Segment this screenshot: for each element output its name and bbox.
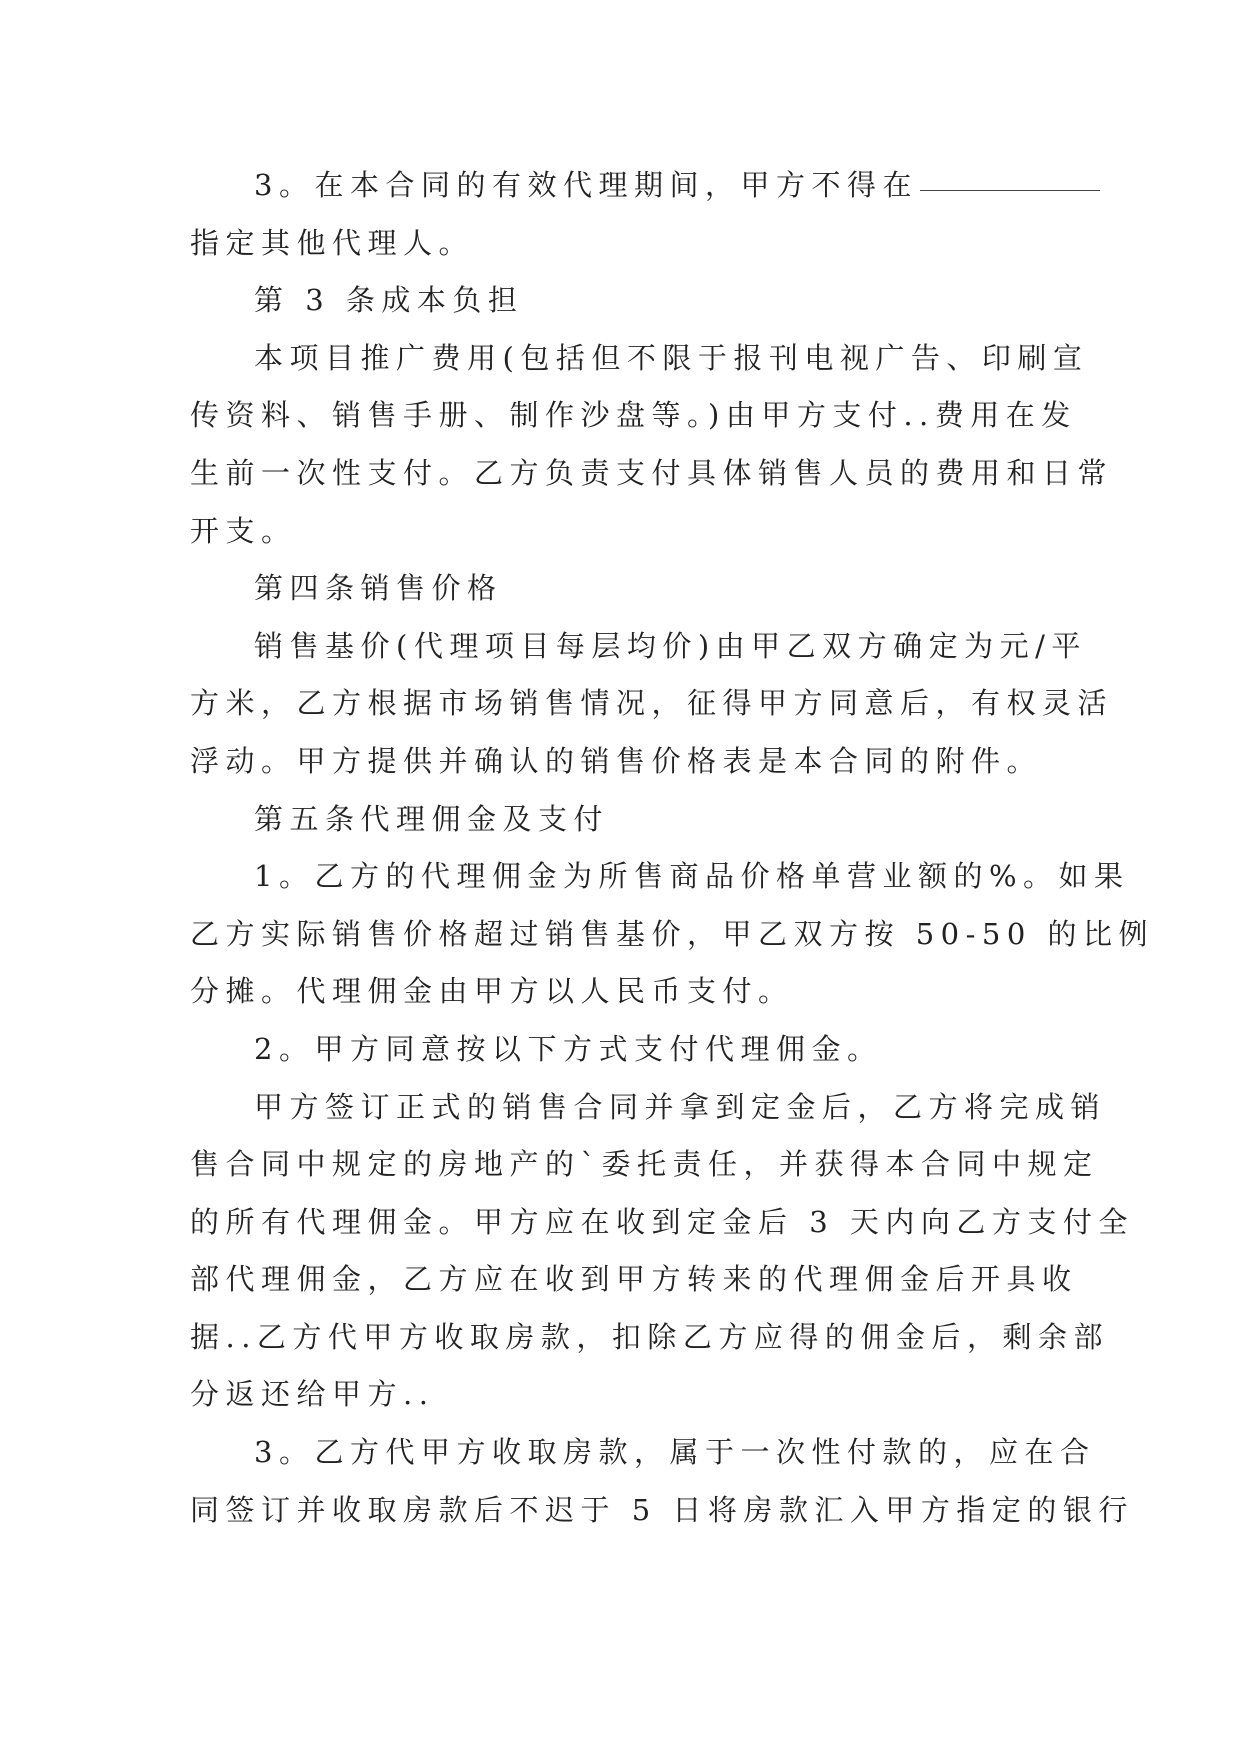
text-line: 第四条销售价格 [254, 571, 503, 606]
text-line: 开支。 [190, 513, 297, 548]
paragraph [190, 157, 1050, 272]
paragraph [190, 1079, 1134, 1425]
text-line: 售合同中规定的房地产的`委托责任，并获得本合同中规定 [190, 1147, 1099, 1182]
paragraph [190, 1021, 1050, 1079]
text-line: 销售基价(代理项目每层均价)由甲乙双方确定为元/平 [254, 628, 1087, 663]
section-heading [190, 560, 1050, 618]
text-line: 生前一次性支付。乙方负责支付具体销售人员的费用和日常 [190, 455, 1114, 490]
text-line: 部代理佣金，乙方应在收到甲方转来的代理佣金后开具收 [190, 1262, 1078, 1297]
text-line: 本项目推广费用(包括但不限于报刊电视广告、印刷宣 [254, 340, 1089, 375]
text-line: 2。甲方同意按以下方式支付代理佣金。 [254, 1031, 883, 1066]
section-heading [190, 272, 1050, 330]
text-line: 浮动。甲方提供并确认的销售价格表是本合同的附件。 [190, 743, 1043, 778]
paragraph [190, 848, 1155, 1021]
text-line: 3。乙方代甲方收取房款，属于一次性付款的，应在合 [254, 1435, 1096, 1470]
paragraph [190, 618, 1114, 791]
section-heading [190, 791, 1050, 849]
text-line: 据..乙方代甲方收取房款，扣除乙方应得的佣金后，剩余部 [190, 1319, 1109, 1354]
paragraph [190, 330, 1114, 560]
text-line: 3。在本合同的有效代理期间，甲方不得在 [254, 168, 918, 202]
text-line: 1。乙方的代理佣金为所售商品价格单营业额的%。如果 [254, 859, 1130, 894]
text-line: 甲方签订正式的销售合同并拿到定金后，乙方将完成销 [254, 1089, 1107, 1124]
text-line: 传资料、销售手册、制作沙盘等。)由甲方支付..费用在发 [190, 398, 1077, 433]
text-line: 的所有代理佣金。甲方应在收到定金后 3 天内向乙方支付全 [190, 1204, 1134, 1239]
text-line: 指定其他代理人。 [190, 225, 475, 260]
text-line: 分摊。代理佣金由甲方以人民币支付。 [190, 974, 794, 1009]
text-line: 分返还给甲方.. [190, 1377, 435, 1412]
text-line: 方米，乙方根据市场销售情况，征得甲方同意后，有权灵活 [190, 686, 1114, 721]
paragraph [190, 1424, 1134, 1539]
text-line: 第五条代理佣金及支付 [254, 801, 610, 836]
fill-in-blank [920, 189, 1100, 191]
text-line: 乙方实际销售价格超过销售基价，甲乙双方按 50-50 的比例 [190, 916, 1155, 951]
text-line: 第 3 条成本负担 [254, 283, 524, 318]
document-body [190, 157, 1155, 1539]
text-line: 同签订并收取房款后不迟于 5 日将房款汇入甲方指定的银行 [190, 1492, 1134, 1527]
